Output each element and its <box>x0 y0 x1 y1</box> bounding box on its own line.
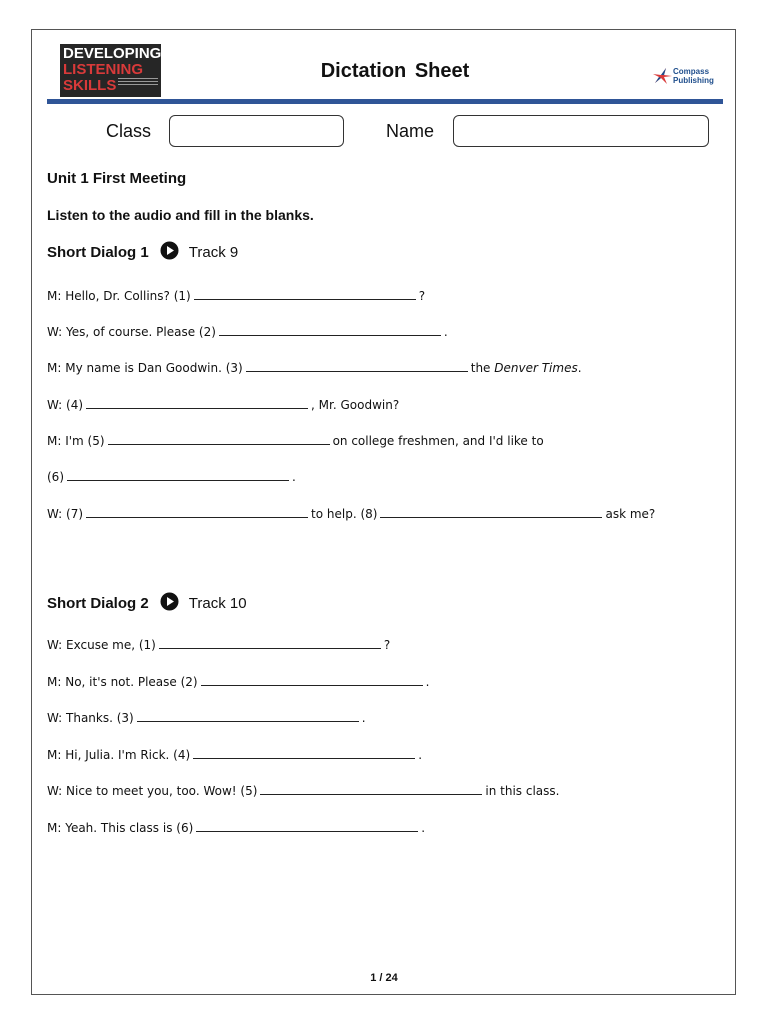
line-text: . <box>418 748 423 762</box>
class-label: Class <box>106 121 152 141</box>
answer-blank[interactable] <box>194 289 416 300</box>
line-text: ask me? <box>605 507 656 521</box>
dialog-2-line-2 <box>47 675 429 689</box>
line-text: M: Hi, Julia. I'm Rick. (4) <box>47 748 191 762</box>
answer-blank[interactable] <box>67 470 289 481</box>
answer-blank[interactable] <box>108 434 330 445</box>
line-text: M: Yeah. This class is (6) <box>47 821 194 835</box>
line-text: (6) <box>47 470 64 484</box>
instruction-text: Listen to the audio and fill in the blanks. <box>47 207 314 223</box>
line-text: , Mr. Goodwin? <box>311 398 400 412</box>
dialog-2-line-3 <box>47 711 366 725</box>
name-label: Name <box>386 121 435 141</box>
publisher-name-line-1: Compass <box>673 67 710 76</box>
line-text: M: No, it's not. Please (2) <box>47 675 198 689</box>
line-text: on college freshmen, and I'd like to <box>332 434 544 448</box>
answer-blank[interactable] <box>219 325 441 336</box>
play-icon[interactable] <box>160 241 179 260</box>
dialog-2-title: Short Dialog 2 <box>47 595 149 612</box>
dialog-1-line-4 <box>47 398 399 412</box>
dialog-1-heading <box>47 241 238 261</box>
line-text: W: (4) <box>47 398 84 412</box>
answer-blank[interactable] <box>201 675 423 686</box>
dialog-1-line-2 <box>47 325 448 339</box>
play-icon[interactable] <box>160 592 179 611</box>
line-text: ? <box>383 638 391 652</box>
dialog-2-line-4 <box>47 748 422 762</box>
line-text: . <box>421 821 426 835</box>
answer-blank[interactable] <box>86 398 308 409</box>
header-rule <box>47 99 723 104</box>
dialog-1-line-7 <box>47 507 655 521</box>
line-text: . <box>361 711 366 725</box>
line-text: W: Nice to meet you, too. Wow! (5) <box>47 784 258 798</box>
line-text: W: Excuse me, (1) <box>47 638 156 652</box>
line-text: M: My name is Dan Goodwin. (3) <box>47 361 243 375</box>
dialog-1-line-3 <box>47 361 582 375</box>
dialog-2-track: Track 10 <box>188 595 247 612</box>
publisher-name-line-2: Publishing <box>673 76 714 85</box>
dialog-1-line-5 <box>47 434 544 448</box>
answer-blank[interactable] <box>193 748 415 759</box>
dialog-1-title: Short Dialog 1 <box>47 244 149 261</box>
dialog-1-line-6 <box>47 470 296 484</box>
answer-blank[interactable] <box>86 507 308 518</box>
logo-line-3: SKILLS <box>63 77 117 94</box>
logo-line-1: DEVELOPING <box>63 45 162 62</box>
compass-publishing-logo <box>651 66 721 88</box>
publisher-name <box>673 67 714 85</box>
line-text: in this class. <box>485 784 560 798</box>
answer-blank[interactable] <box>380 507 602 518</box>
dialog-1-line-1 <box>47 289 425 303</box>
newspaper-name: Denver Times <box>494 361 578 375</box>
answer-blank[interactable] <box>196 821 418 832</box>
line-text: . <box>425 675 430 689</box>
unit-title: Unit 1 First Meeting <box>47 170 187 187</box>
page-title: Dictation Sheet <box>320 60 470 82</box>
logo-line-2: LISTENING <box>63 61 144 78</box>
line-text: the <box>470 361 491 375</box>
dialog-2-line-6 <box>47 821 425 835</box>
line-text: W: (7) <box>47 507 84 521</box>
line-text: M: I'm (5) <box>47 434 105 448</box>
line-text: . <box>292 470 296 484</box>
compass-star-icon <box>651 66 673 86</box>
line-text: to help. (8) <box>311 507 378 521</box>
class-input[interactable] <box>169 115 344 147</box>
line-text: . <box>577 361 582 375</box>
line-text: W: Thanks. (3) <box>47 711 134 725</box>
logo-fine-print <box>118 78 158 92</box>
answer-blank[interactable] <box>246 361 468 372</box>
developing-listening-skills-logo <box>60 44 161 97</box>
dialog-2-line-5 <box>47 784 559 798</box>
dialog-2-heading <box>47 592 247 612</box>
dialog-1-track: Track 9 <box>188 244 239 261</box>
name-input[interactable] <box>453 115 709 147</box>
answer-blank[interactable] <box>260 784 482 795</box>
line-text: W: Yes, of course. Please (2) <box>47 325 216 339</box>
line-text: ? <box>418 289 426 303</box>
page-number: 1 / 24 <box>370 972 398 984</box>
answer-blank[interactable] <box>159 638 381 649</box>
dialog-2-line-1 <box>47 638 390 652</box>
line-text: M: Hello, Dr. Collins? (1) <box>47 289 191 303</box>
answer-blank[interactable] <box>137 711 359 722</box>
line-text: . <box>443 325 448 339</box>
